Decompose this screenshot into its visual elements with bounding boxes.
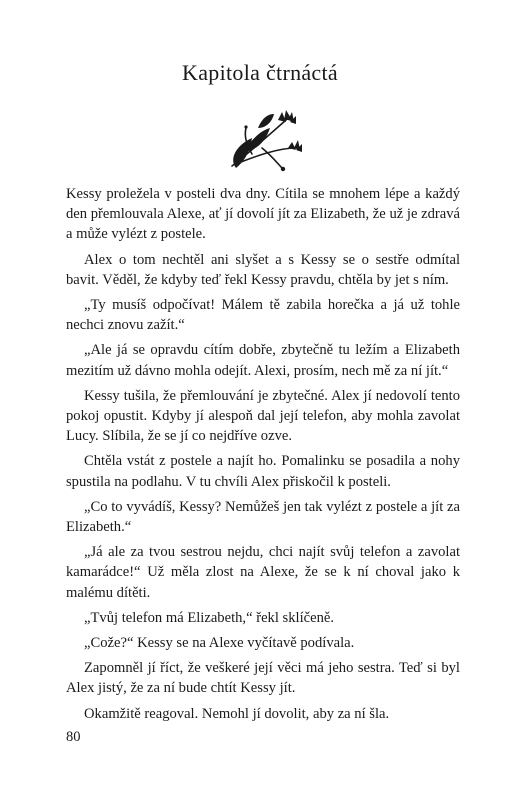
paragraph: Kessy proležela v posteli dva dny. Cítila se mnohem lépe a každý den přemlouvala Alexe, ať jí dovolí jít za Elizabeth, že už je zdravá a může vylézt z postele.	[66, 186, 460, 243]
paragraph: Kessy tušila, že přemlouvání je zbytečné. Alex jí nedovolí tento pokoj opustit. Kdyby jí alespoň dal její telefon, aby mohla zavolat Lucy. Slíbila, že se jí co nejdříve ozve.	[66, 387, 460, 445]
paragraph: Chtěla vstát z postele a najít ho. Pomalinku se posadila a nohy spustila na podlahu. V tu chvíli Alex přiskočil k posteli.	[66, 453, 460, 490]
paragraph: „Cože?“ Kessy se na Alexe vyčítavě podívala.	[84, 635, 355, 652]
paragraph: „Co to vyvádíš, Kessy? Nemůžeš jen tak vylézt z postele a jít za Elizabeth.“	[66, 498, 460, 536]
paragraph: „Ale já se opravdu cítím dobře, zbytečně tu ležím a Elizabeth mezitím už dávno mohla odejít. Alexi, prosím, nech mě za ní jít.“	[66, 342, 460, 379]
paragraph: Zapomněl jí říct, že veškeré její věci má jeho sestra. Teď si byl Alex jistý, že za ní bude chtít Kessy jít.	[66, 660, 460, 697]
paragraph: „Ty musíš odpočívat! Málem tě zabila horečka a já už tohle nechci znovu zažít.“	[66, 297, 460, 334]
paragraph: „Já ale za tvou sestrou nejdu, chci najít svůj telefon a zavolat kamarádce!“ Už měla zlost na Alexe, že se k ní choval jako k malému dítěti.	[66, 544, 460, 601]
chapter-title: Kapitola čtrnáctá	[182, 60, 338, 85]
paragraph: Okamžitě reagoval. Nemohl jí dovolit, aby za ní šla.	[84, 705, 390, 722]
paragraph: Alex o tom nechtěl ani slyšet a s Kessy se o sestře odmítal bavit. Věděl, že kdyby teď řekl Kessy pravdu, chtěla by jet s ním.	[66, 251, 460, 288]
flower-ornament-icon	[222, 108, 306, 174]
page-number: 80	[66, 729, 81, 745]
paragraph: „Tvůj telefon má Elizabeth,“ řekl sklíčeně.	[84, 609, 335, 626]
chapter-text	[66, 184, 460, 729]
